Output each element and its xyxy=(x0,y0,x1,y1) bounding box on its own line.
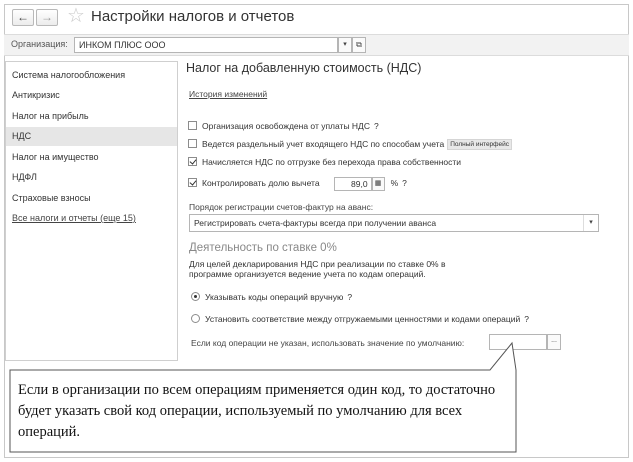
section-title: Налог на добавленную стоимость (НДС) xyxy=(186,61,422,75)
window-title: Настройки налогов и отчетов xyxy=(91,8,295,25)
calculator-icon[interactable]: ▦ xyxy=(372,177,385,191)
callout-text: Если в организации по всем операциям применяется один код, то достаточно будет указать свой код операции, используемый по умолчанию для всех операций. xyxy=(18,382,496,440)
manual-codes-label: Указывать коды операций вручную xyxy=(205,292,344,302)
forward-arrow-icon: → xyxy=(41,10,53,24)
default-code-select-button[interactable]: ... xyxy=(547,334,561,350)
sidebar-item-tax-system[interactable]: Система налогообложения xyxy=(12,70,126,80)
chevron-down-icon: ▾ xyxy=(343,41,347,48)
sidebar-item-vat[interactable]: НДС xyxy=(6,127,177,146)
mapping-codes-label: Установить соответствие между отгружаемыми ценностями и кодами операций xyxy=(205,314,521,324)
invoice-order-value: Регистрировать счета-фактуры всегда при получении аванса xyxy=(194,218,437,228)
back-arrow-icon: ← xyxy=(17,10,29,24)
deduction-share-input[interactable]: 89,0 xyxy=(334,177,372,191)
invoice-order-label: Порядок регистрации счетов-фактур на аванс: xyxy=(189,202,374,212)
sidebar-item-profit-tax[interactable]: Налог на прибыль xyxy=(12,111,89,121)
help-icon[interactable]: ? xyxy=(347,292,353,302)
shipment-vat-label: Начисляется НДС по отгрузке без перехода права собственности xyxy=(202,157,462,167)
vat-exempt-label: Организация освобождена от уплаты НДС xyxy=(202,121,370,131)
zero-rate-title: Деятельность по ставке 0% xyxy=(189,242,337,254)
deduction-control-label: Контролировать долю вычета xyxy=(202,178,320,188)
open-window-icon: ⧉ xyxy=(356,40,362,49)
organization-input[interactable]: ИНКОМ ПЛЮС ООО xyxy=(74,37,338,53)
organization-label: Организация: xyxy=(11,39,68,49)
sidebar-item-property-tax[interactable]: Налог на имущество xyxy=(12,152,99,162)
sidebar-item-ndfl[interactable]: НДФЛ xyxy=(12,172,37,182)
help-icon[interactable]: ? xyxy=(373,121,379,131)
separate-accounting-label: Ведется раздельный учет входящего НДС по способам учета xyxy=(202,139,445,149)
help-icon[interactable]: ? xyxy=(402,178,407,188)
chevron-down-icon[interactable]: ▾ xyxy=(583,215,598,231)
history-link[interactable]: История изменений xyxy=(189,89,268,99)
help-icon[interactable]: ? xyxy=(524,314,529,324)
default-code-label: Если код операции не указан, использовать значение по умолчанию: xyxy=(191,338,465,348)
sidebar-item-all-taxes-link[interactable]: Все налоги и отчеты (еще 15) xyxy=(12,213,136,223)
sidebar-item-insurance[interactable]: Страховые взносы xyxy=(12,193,91,203)
zero-rate-description: Для целей декларирования НДС при реализации по ставке 0% в программе организуется ведение учета по кодам операций. xyxy=(189,259,446,279)
sidebar-item-anticrisis[interactable]: Антикризис xyxy=(12,90,60,100)
percent-label: % xyxy=(390,178,399,188)
favorite-star-icon[interactable]: ☆ xyxy=(67,5,85,27)
full-interface-badge[interactable]: Полный интерфейс xyxy=(447,139,512,150)
